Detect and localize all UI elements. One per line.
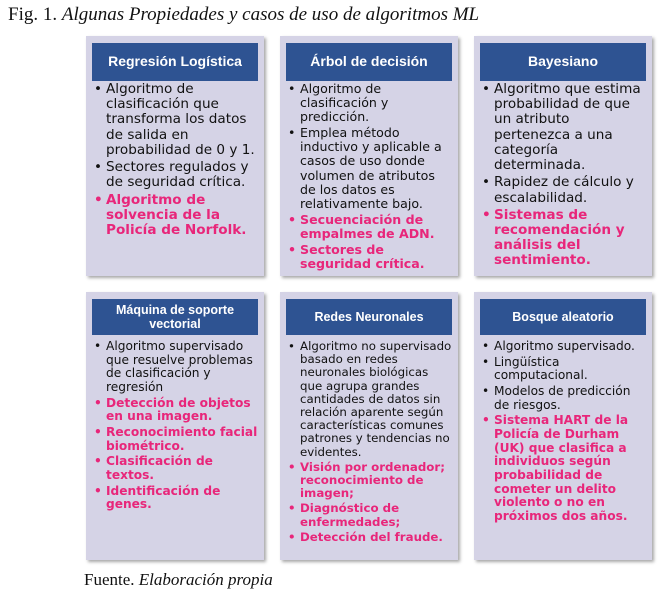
list-item: • Algoritmo no supervisado basado en redes neuronales biológicas que agrupa grandes cantidades de datos sin relación aparente según características comunes patrones y tendencias no evidentes. [300,340,454,459]
figure-caption [8,4,479,26]
list-item: • Sectores de seguridad crítica. [300,243,454,271]
card-items [286,82,454,273]
card-maquina-soporte-vectorial [86,292,264,560]
list-item: • Algoritmo supervisado. [494,340,648,354]
list-item: • Detección de objetos en una imagen. [106,397,260,424]
card-arbol-de-decision [280,36,458,276]
list-item: • Detección del fraude. [300,531,454,544]
card-bayesiano [474,36,652,276]
list-item: • Modelos de predicción de riesgos. [494,385,648,412]
list-item: • Rapidez de cálculo y escalabilidad. [494,175,648,205]
list-item: • Diagnóstico de enfermedades; [300,502,454,528]
list-item: • Algoritmo de clasificación y predicción. [300,82,454,124]
list-item: • Visión por ordenador; reconocimiento de imagen; [300,461,454,501]
card-redes-neuronales [280,292,458,560]
card-regresion-logistica [86,36,264,276]
caption-title: Algunas Propiedades y casos de uso de algoritmos ML [61,4,480,25]
card-title: Bosque aleatorio [480,299,646,335]
card-bosque-aleatorio [474,292,652,560]
source-text: Elaboración propia [138,570,273,589]
list-item: • Sectores regulados y de seguridad crítica. [106,160,260,190]
card-items [480,340,648,526]
list-item: • Lingüística computacional. [494,356,648,383]
card-title: Máquina de soporte vectorial [92,299,258,335]
list-item: • Clasificación de textos. [106,455,260,482]
list-item: • Algoritmo de solvencia de la Policía de Norfolk. [106,193,260,239]
card-items [480,82,648,271]
list-item: • Algoritmo supervisado que resuelve problemas de clasificación y regresión [106,340,260,395]
list-item: • Algoritmo de clasificación que transforma los datos de salida en probabilidad de 0 y 1. [106,82,260,158]
list-item: • Sistema HART de la Policía de Durham (UK) que clasifica a individuos según probabilidad de cometer un delito violento o no en próximos dos años. [494,414,648,523]
card-title: Redes Neuronales [286,299,452,335]
list-item: • Secuenciación de empalmes de ADN. [300,213,454,241]
list-item: • Emplea método inductivo y aplicable a casos de uso donde volumen de atributos de los datos es relativamente bajo. [300,126,454,211]
list-item: • Reconocimiento facial biométrico. [106,426,260,453]
source-prefix: Fuente. [84,570,139,589]
list-item: • Identificación de genes. [106,485,260,512]
card-items [286,340,454,546]
card-title: Bayesiano [480,43,646,81]
list-item: • Sistemas de recomendación y análisis del sentimiento. [494,208,648,269]
list-item: • Algoritmo que estima probabilidad de que un atributo pertenezca a una categoría determinada. [494,82,648,173]
card-title: Regresión Logística [92,43,258,81]
card-title: Árbol de decisión [286,43,452,81]
caption-prefix: Fig. 1. [8,4,62,25]
figure-source [84,570,273,590]
card-items [92,340,260,514]
card-items [92,82,260,240]
